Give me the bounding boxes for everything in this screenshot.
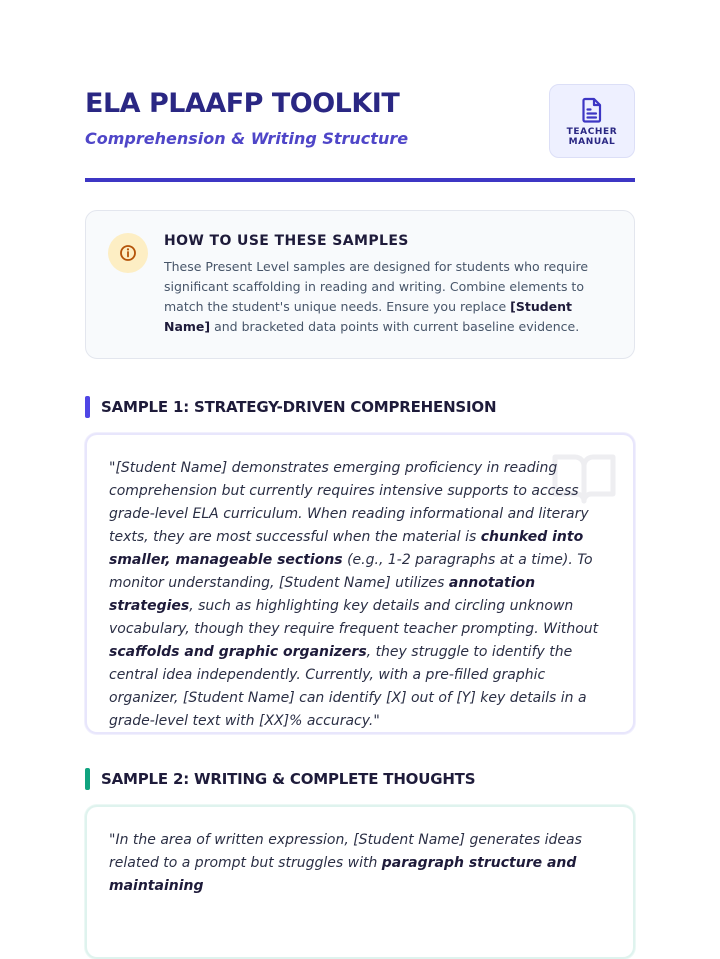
emphasized-phrase: paragraph structure and maintaining: [109, 855, 577, 894]
sample-text-run: , such as highlighting key details and circling unknown vocabulary, though they require frequent teacher prompting. Without: [109, 598, 599, 637]
page-title: ELA PLAAFP TOOLKIT: [85, 88, 400, 119]
document-icon: [581, 97, 603, 123]
instructions-card: [85, 210, 635, 359]
instructions-body: [164, 257, 612, 337]
sample-text-run: , they struggle to identify the central idea independently. Currently, with a pre-filled graphic organizer, [Student Name] can identify [X] out of [Y] key details in a grade-level text with [XX]% accuracy.": [109, 644, 587, 729]
instructions-text: These Present Level samples are designed for students who require significant scaffolding in reading and writing. Combine elements to match the student's unique needs. Ensure you replace: [164, 259, 589, 314]
sample-2-title: SAMPLE 2: WRITING & COMPLETE THOUGHTS: [101, 770, 476, 788]
instructions-text-end: and bracketed data points with current baseline evidence.: [210, 319, 580, 334]
instructions-heading: HOW TO USE THESE SAMPLES: [164, 233, 409, 249]
instructions-placeholder-highlight: [Student Name]: [164, 299, 573, 334]
sample-1-card: [85, 433, 635, 734]
sample-text-run: (e.g., 1-2 paragraphs at a time). To monitor understanding, [Student Name] utilizes: [109, 552, 593, 591]
header-divider: [85, 178, 635, 182]
emphasized-phrase: chunked into smaller, manageable sections: [109, 529, 584, 568]
section-accent-bar: [85, 396, 90, 418]
sample-2-text: [109, 829, 609, 898]
emphasized-phrase: annotation strategies: [109, 575, 536, 614]
sample-text-run: "[Student Name] demonstrates emerging proficiency in reading comprehension but currently requires intensive supports to access grade-level ELA curriculum. When reading informational and literary texts, they are most successful when the material is: [109, 460, 589, 545]
badge-label: TEACHER MANUAL: [566, 127, 618, 147]
sample-text-run: "In the area of written expression, [Student Name] generates ideas related to a prompt but struggles with: [109, 832, 582, 871]
page-subtitle: Comprehension & Writing Structure: [85, 129, 409, 148]
sample-1-title: SAMPLE 1: STRATEGY-DRIVEN COMPREHENSION: [101, 398, 497, 416]
sample-1-text: [109, 457, 609, 733]
emphasized-phrase: scaffolds and graphic organizers: [109, 644, 367, 660]
sample-2-card: [85, 805, 635, 959]
info-icon-badge: [108, 233, 148, 273]
section-accent-bar: [85, 768, 90, 790]
teacher-manual-badge: [549, 84, 635, 158]
info-icon: [119, 244, 137, 262]
document-header: [85, 84, 635, 182]
